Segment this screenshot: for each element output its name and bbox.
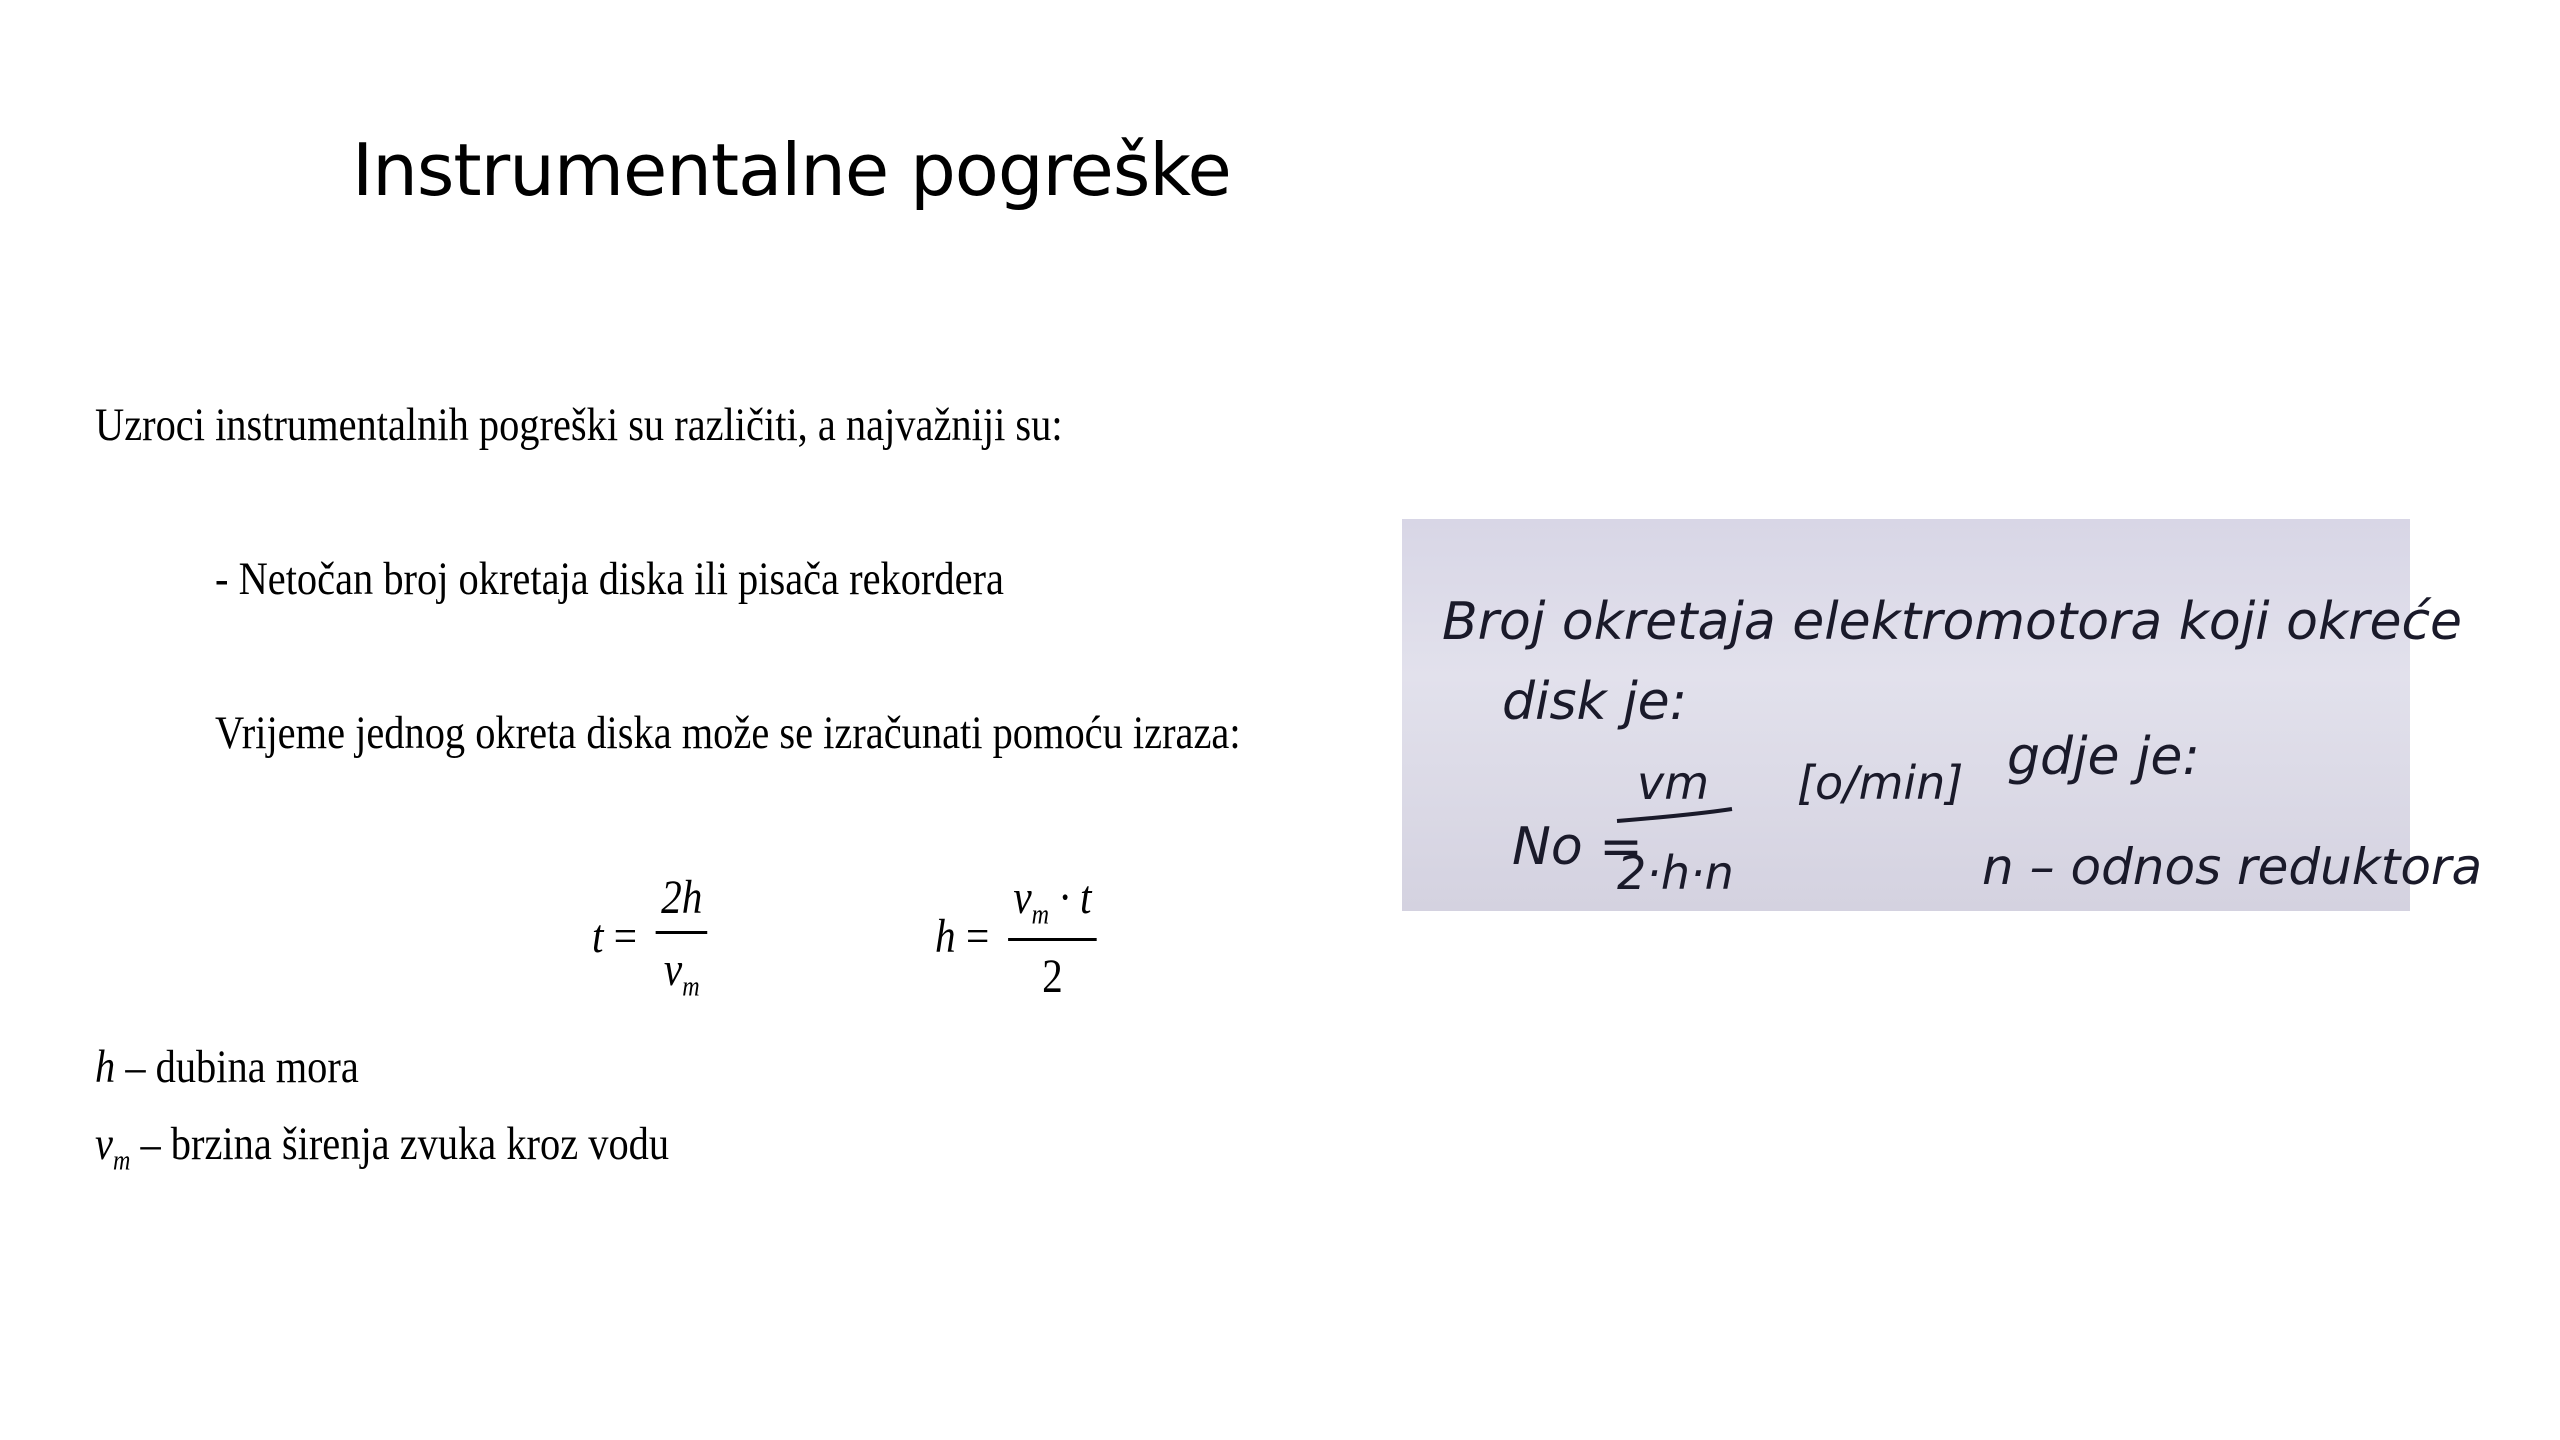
- numerator-rest: · t: [1049, 871, 1092, 924]
- denominator-2: 2: [1042, 949, 1063, 1003]
- definition-h: [95, 1040, 359, 1094]
- note-line-1: Broj okretaja elektromotora koji okreće: [1442, 592, 2463, 652]
- numerator-sub-m: m: [1031, 899, 1050, 931]
- fraction-2h-over-vm: [656, 870, 708, 1004]
- denominator-sub-m: m: [682, 971, 700, 1003]
- slide-title: Instrumentalne pogreške: [352, 128, 1231, 212]
- denominator-v: v: [663, 943, 683, 996]
- definition-vm: [95, 1117, 669, 1177]
- note-where: gdje je:: [2007, 727, 2200, 787]
- note-formula-den: 2·h·n: [1617, 846, 1734, 900]
- formula-lhs-t: t: [592, 910, 604, 964]
- handwritten-note-drawing: [1402, 519, 2483, 911]
- note-unit: [o/min]: [1797, 756, 1964, 810]
- note-reducer: n – odnos reduktora: [1982, 838, 2483, 896]
- numerator-v: v: [1013, 871, 1032, 924]
- definition-symbol-v: v: [95, 1118, 113, 1170]
- numerator-2h: 2h: [656, 870, 708, 934]
- handwritten-note-photo: [1402, 519, 2483, 911]
- fraction-vm-t-over-2: [1008, 870, 1096, 1004]
- definition-symbol-h: h: [95, 1041, 116, 1093]
- formula-depth: h = $\frac{v_m \cdot t}{2}$: [935, 870, 1097, 1004]
- bullet-item: - Netočan broj okretaja diska ili pisača rekordera: [215, 553, 1004, 605]
- note-line-2: disk je:: [1502, 672, 1688, 732]
- formula-time: t = $\frac{2h}{v_m}$: [592, 870, 708, 1004]
- note-fraction-line: [1617, 809, 1732, 821]
- intro-text: Uzroci instrumentalnih pogreški su različiti, a najvažniji su:: [95, 399, 1063, 451]
- definition-symbol-sub-m: m: [112, 1145, 131, 1177]
- note-formula-lhs: No =: [1512, 817, 1643, 877]
- formula-intro-text: Vrijeme jednog okreta diska može se izračunati pomoću izraza:: [215, 707, 1241, 759]
- note-formula-num: vm: [1637, 756, 1710, 810]
- definition-text-vm: – brzina širenja zvuka kroz vodu: [130, 1118, 670, 1170]
- definition-text-h: – dubina mora: [115, 1041, 359, 1093]
- formula-lhs-h: h: [935, 910, 956, 964]
